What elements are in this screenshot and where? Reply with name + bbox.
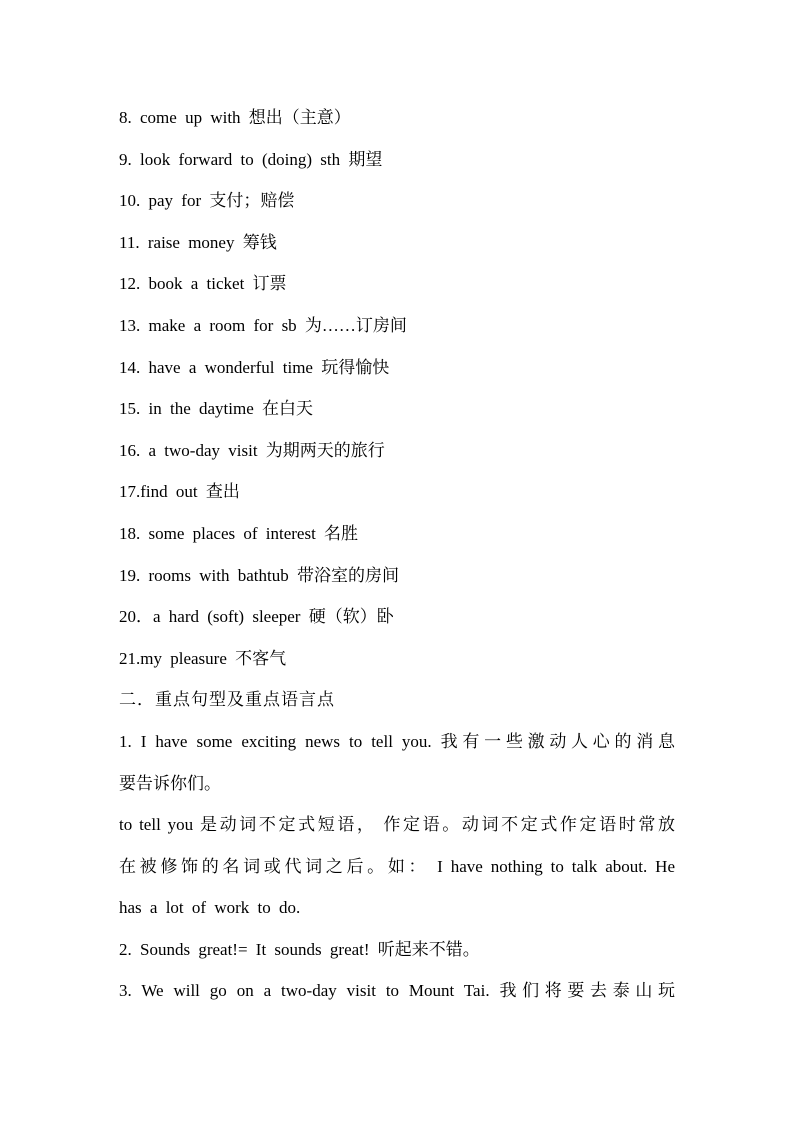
phrase-item: 18. some places of interest 名胜 xyxy=(119,523,359,543)
section-heading: 二．重点句型及重点语言点 xyxy=(119,690,335,710)
phrase-item: 11. raise money 筹钱 xyxy=(119,232,277,252)
key-sentence-2: 2. Sounds great!= It sounds great! 听起来不错。 xyxy=(119,939,480,959)
phrase-item: 20．a hard (soft) sleeper 硬（软）卧 xyxy=(119,607,394,627)
phrase-item: 13. make a room for sb 为……订房间 xyxy=(119,315,407,335)
phrase-item: 17.find out 查出 xyxy=(119,482,240,502)
phrase-item: 16. a two-day visit 为期两天的旅行 xyxy=(119,440,385,460)
document-body xyxy=(119,100,675,1015)
phrase-item: 10. pay for 支付；赔偿 xyxy=(119,191,295,211)
phrase-item: 9. look forward to (doing) sth 期望 xyxy=(119,149,383,169)
phrase-item: 14. have a wonderful time 玩得愉快 xyxy=(119,357,390,377)
phrase-item: 12. book a ticket 订票 xyxy=(119,274,287,294)
phrase-item: 19. rooms with bathtub 带浴室的房间 xyxy=(119,565,399,585)
key-sentence-1-continued: 要告诉你们。 xyxy=(119,773,221,793)
grammar-note-line: has a lot of work to do. xyxy=(119,898,301,918)
key-sentence-1: 1. I have some exciting news to tell you. 我有一些激动人心的消息 xyxy=(119,731,675,751)
phrase-item: 21.my pleasure 不客气 xyxy=(119,648,287,668)
phrase-item: 8. come up with 想出（主意） xyxy=(119,108,351,127)
key-sentence-3: 3. We will go on a two-day visit to Mount Tai. 我们将要去泰山玩 xyxy=(119,981,675,1001)
phrase-item: 15. in the daytime 在白天 xyxy=(119,399,314,419)
grammar-note-line: 在被修饰的名词或代词之后。如： I have nothing to talk about. He xyxy=(119,856,675,876)
grammar-note-line: to tell you 是动词不定式短语， 作定语。动词不定式作定语时常放 xyxy=(119,815,675,835)
